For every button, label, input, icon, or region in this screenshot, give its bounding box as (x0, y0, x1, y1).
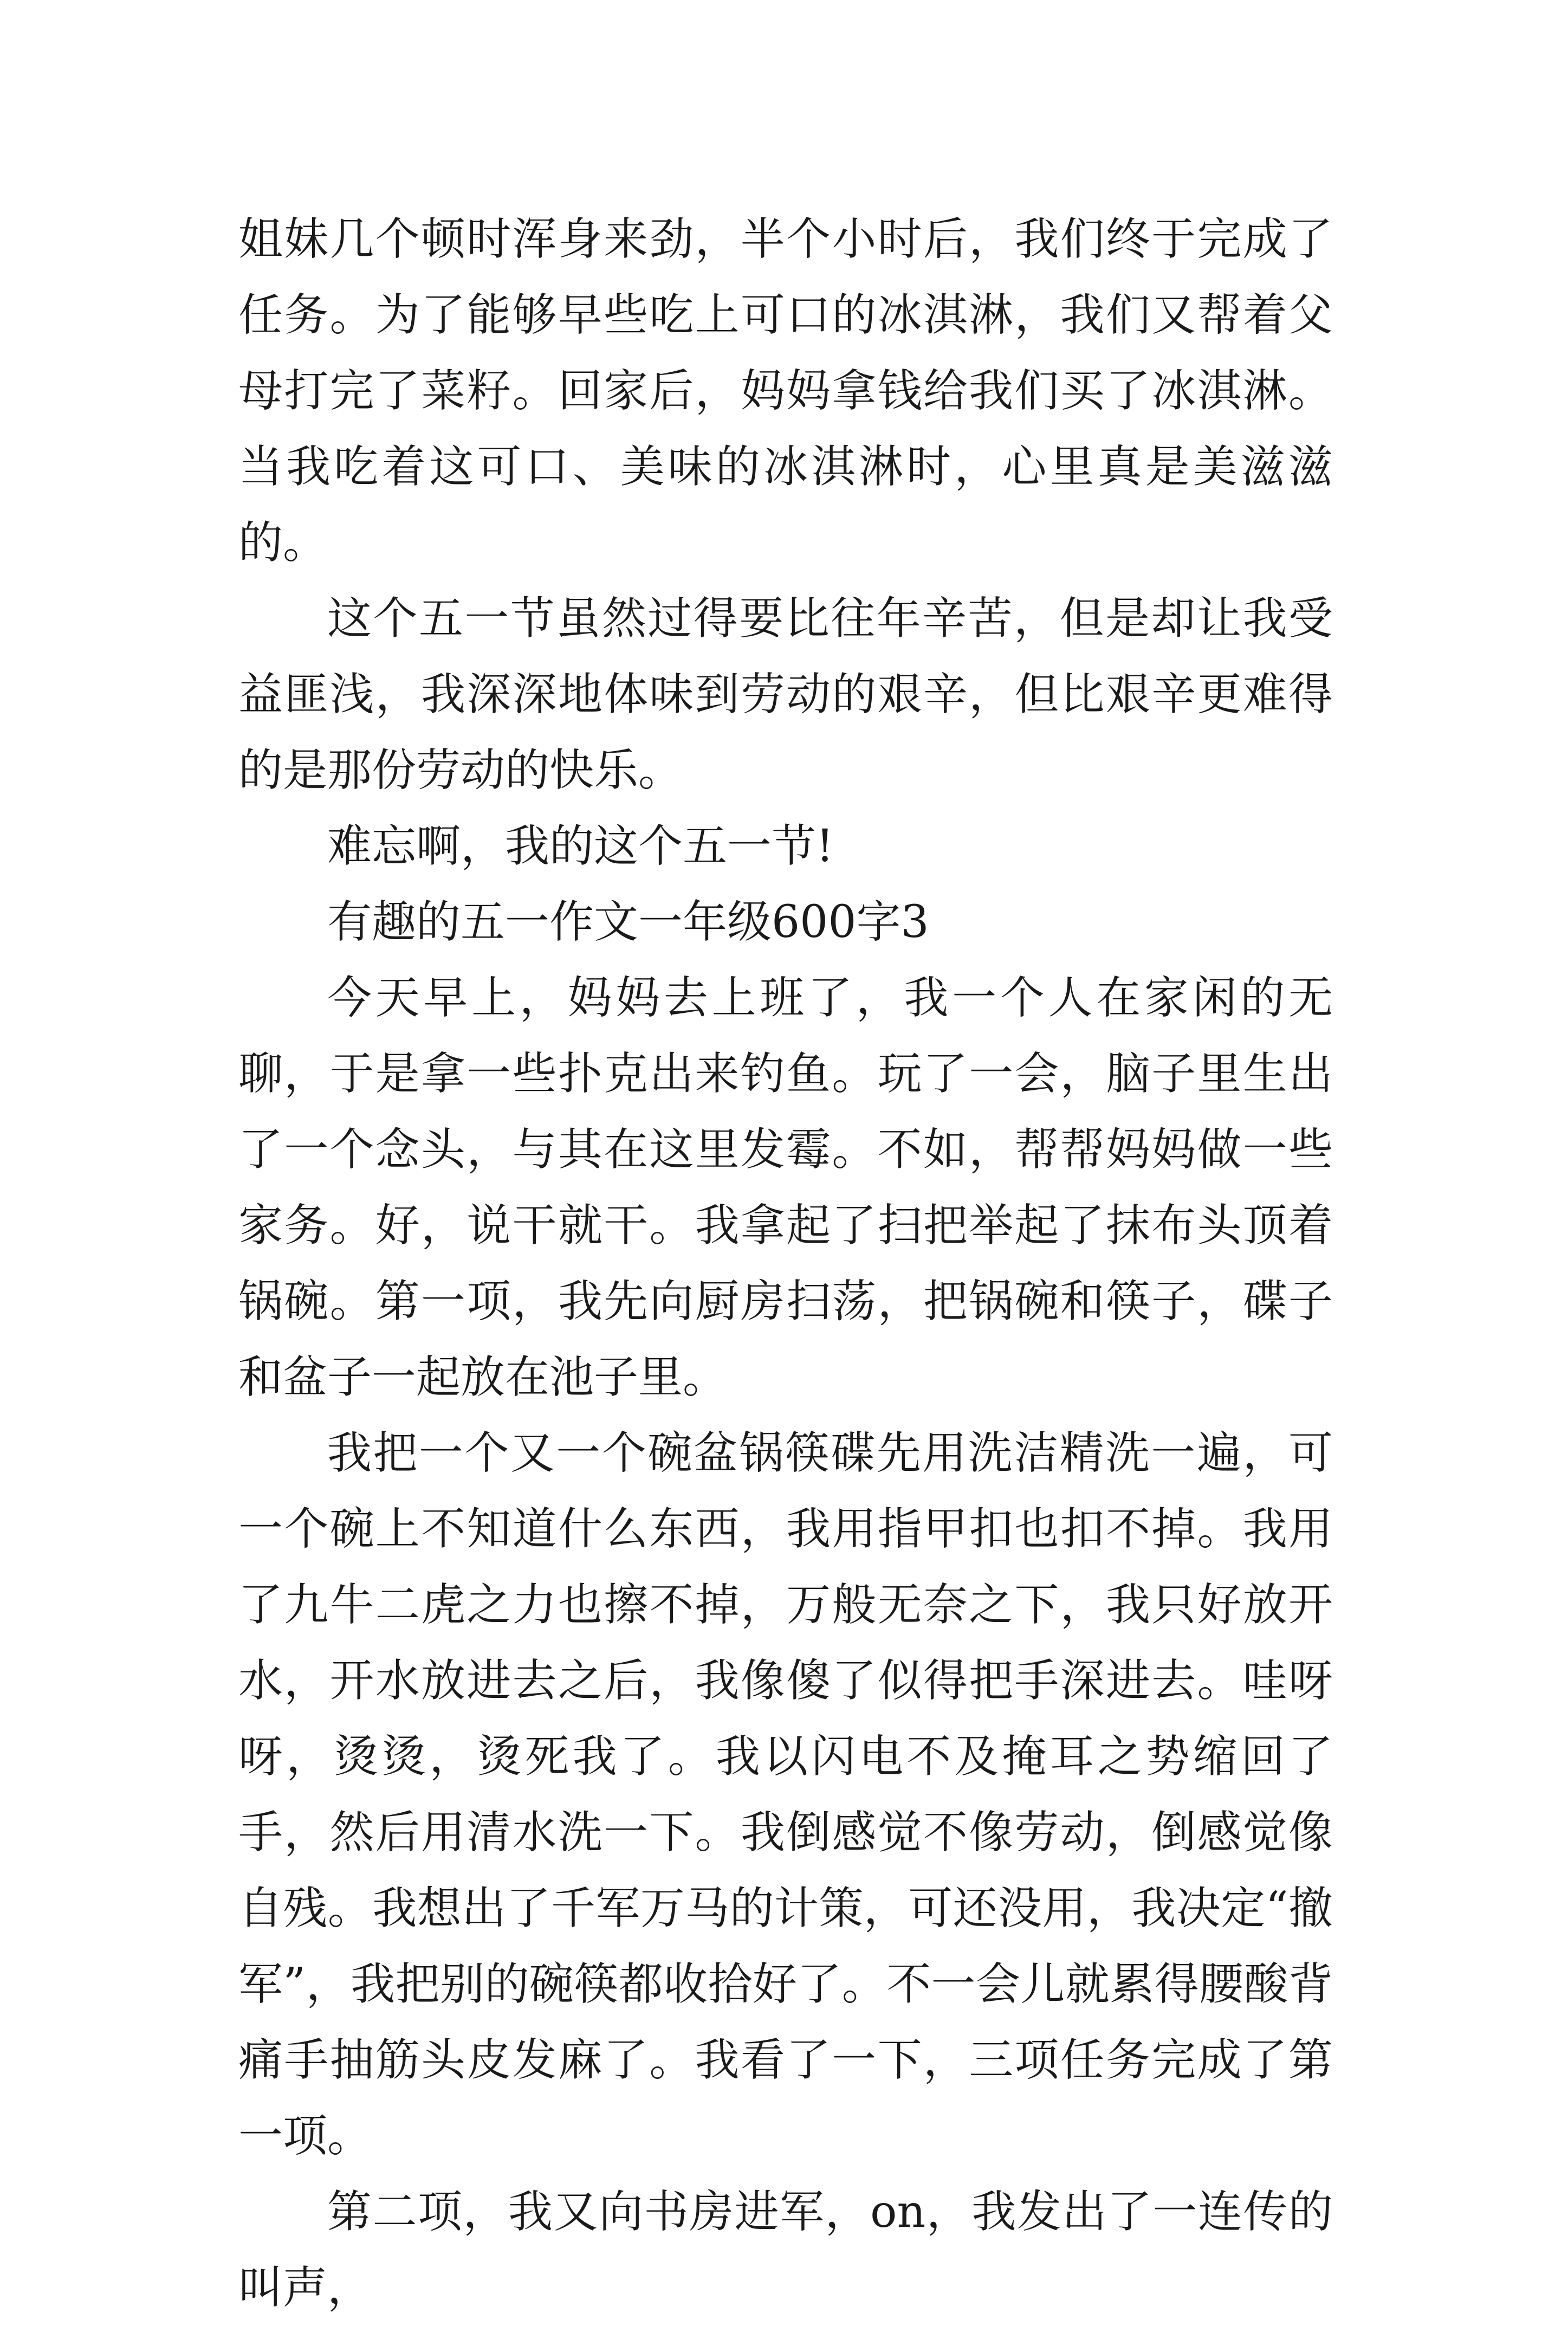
paragraph-5: 今天早上，妈妈去上班了，我一个人在家闲的无聊，于是拿一些扑克出来钓鱼。玩了一会，脑子里生出了一个念头，与其在这里发霉。不如，帮帮妈妈做一些家务。好，说干就干。我拿起了扫把举起了抹布头顶着锅碗。第一项，我先向厨房扫荡，把锅碗和筷子，碟子和盆子一起放在池子里。 (238, 972, 1333, 1403)
paragraph-3: 难忘啊，我的这个五一节! (327, 820, 834, 872)
paragraph-7: 第二项，我又向书房进军，on，我发出了一连传的叫声， (238, 2186, 1333, 2314)
paragraph-2: 这个五一节虽然过得要比往年辛苦，但是却让我受益匪浅，我深深地体味到劳动的艰辛，但比艰辛更难得的是那份劳动的快乐。 (238, 593, 1333, 796)
document-body (238, 202, 1333, 2326)
paragraph-6: 我把一个又一个碗盆锅筷碟先用洗洁精洗一遍，可一个碗上不知道什么东西，我用指甲扣也扣不掉。我用了九牛二虎之力也擦不掉，万般无奈之下，我只好放开水，开水放进去之后，我像傻了似得把手深进去。哇呀呀，烫烫，烫死我了。我以闪电不及掩耳之势缩回了手，然后用清水洗一下。我倒感觉不像劳动，倒感觉像自残。我想出了千军万马的计策，可还没用，我决定“撤军”，我把别的碗筷都收拾好了。不一会儿就累得腰酸背痛手抽筋头皮发麻了。我看了一下，三项任务完成了第一项。 (238, 1427, 1333, 2162)
paragraph-1: 姐妹几个顿时浑身来劲，半个小时后，我们终于完成了任务。为了能够早些吃上可口的冰淇淋，我们又帮着父母打完了菜籽。回家后，妈妈拿钱给我们买了冰淇淋。当我吃着这可口、美味的冰淇淋时，心里真是美滋滋的。 (238, 214, 1333, 568)
section-heading: 有趣的五一作文一年级600字3 (327, 896, 929, 948)
